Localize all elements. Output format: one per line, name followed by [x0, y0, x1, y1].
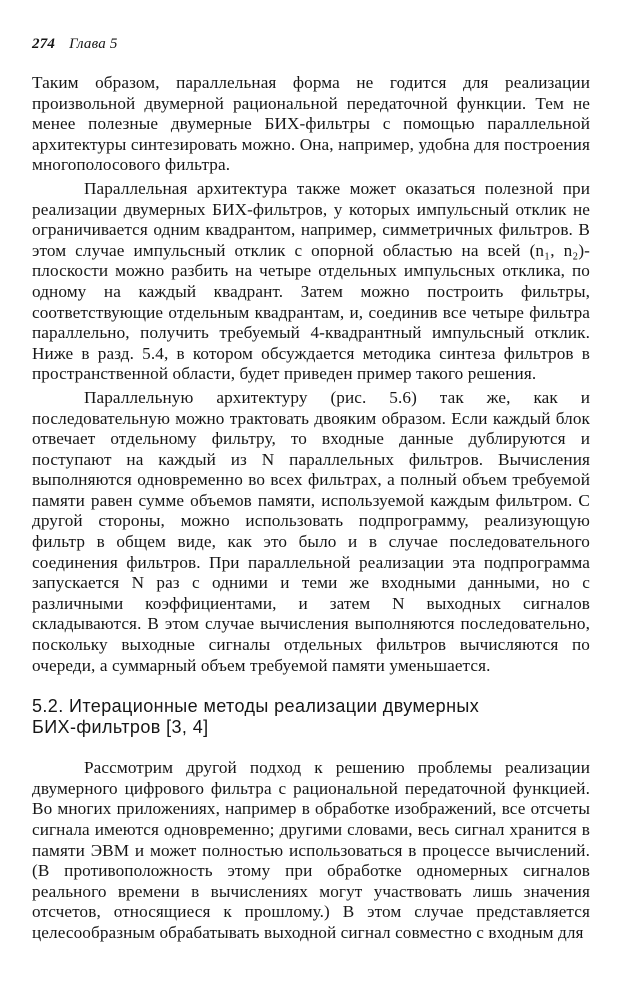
running-head [32, 36, 590, 53]
paragraph: Рассмотрим другой подход к решению проблемы реализации двумерного цифрового фильтра с рациональной передаточной функцией. Во многих приложениях, например в обработке изображений, все отсчеты сигнала имеются одновременно; другими словами, весь сигнал хранится в памяти ЭВМ и может полностью использоваться в процессе вычислений. (В противоположность этому при обработке одномерных сигналов реального времени в вычислениях могут участвовать лишь значения отсчетов, относящиеся к прошлому.) В этом случае представляется целесообразным обрабатывать выходной сигнал совместно с входным для [32, 758, 590, 942]
chapter-title: Глава 5 [69, 36, 118, 52]
section-heading [32, 696, 590, 738]
section-heading-line1: 5.2. Итерационные методы реализации двумерных [32, 696, 480, 717]
section-heading-line2: БИХ-фильтров [3, 4] [32, 717, 209, 738]
paragraph: Таким образом, параллельная форма не годится для реализации произвольной двумерной рациональной передаточной функции. Тем не менее полезные двумерные БИХ-фильтры с помощью параллельной архитектуры синтезировать можно. Она, например, удобна для построения многополосового фильтра. [32, 73, 590, 175]
paragraph: Параллельную архитектуру (рис. 5.6) так же, как и последовательную можно трактовать двояким образом. Если каждый блок отвечает отдельному фильтру, то входные данные дублируются и поступают на каждый из N параллельных фильтров. Вычисления выполняются одновременно во всех фильтрах, а полный объем требуемой памяти равен сумме объемов памяти, используемой каждым фильтром. С другой стороны, можно использовать подпрограмму, реализующую фильтр в общем виде, как это было и в случае последовательного соединения фильтров. При параллельной реализации эта подпрограмма запускается N раз с одними и теми же входными данными, но с различными коэффициентами, и затем N выходных сигналов складываются. В этом случае вычисления выполняются последовательно, поскольку выходные сигналы отдельных фильтров вычисляются по очереди, а суммарный объем требуемой памяти уменьшается. [32, 387, 590, 675]
paragraph: Параллельная архитектура также может оказаться полезной при реализации двумерных БИХ-фильтров, у которых импульсный отклик не ограничивается одним квадрантом, например, симметричных фильтров. В этом случае импульсный отклик с опорной областью на всей (n₁, n₂)-плоскости можно разбить на четыре отдельных импульсных отклика, по одному на каждый квадрант. Затем можно построить фильтры, соответствующие отдельным квадрантам, и, соединив все четыре фильтра параллельно, получить требуемый 4-квадрантный импульсный отклик. Ниже в разд. 5.4, в котором обсуждается методика синтеза фильтров в пространственной области, будет приведен пример такого решения. [32, 178, 590, 384]
page-number: 274 [32, 36, 56, 52]
book-page [32, 36, 590, 944]
